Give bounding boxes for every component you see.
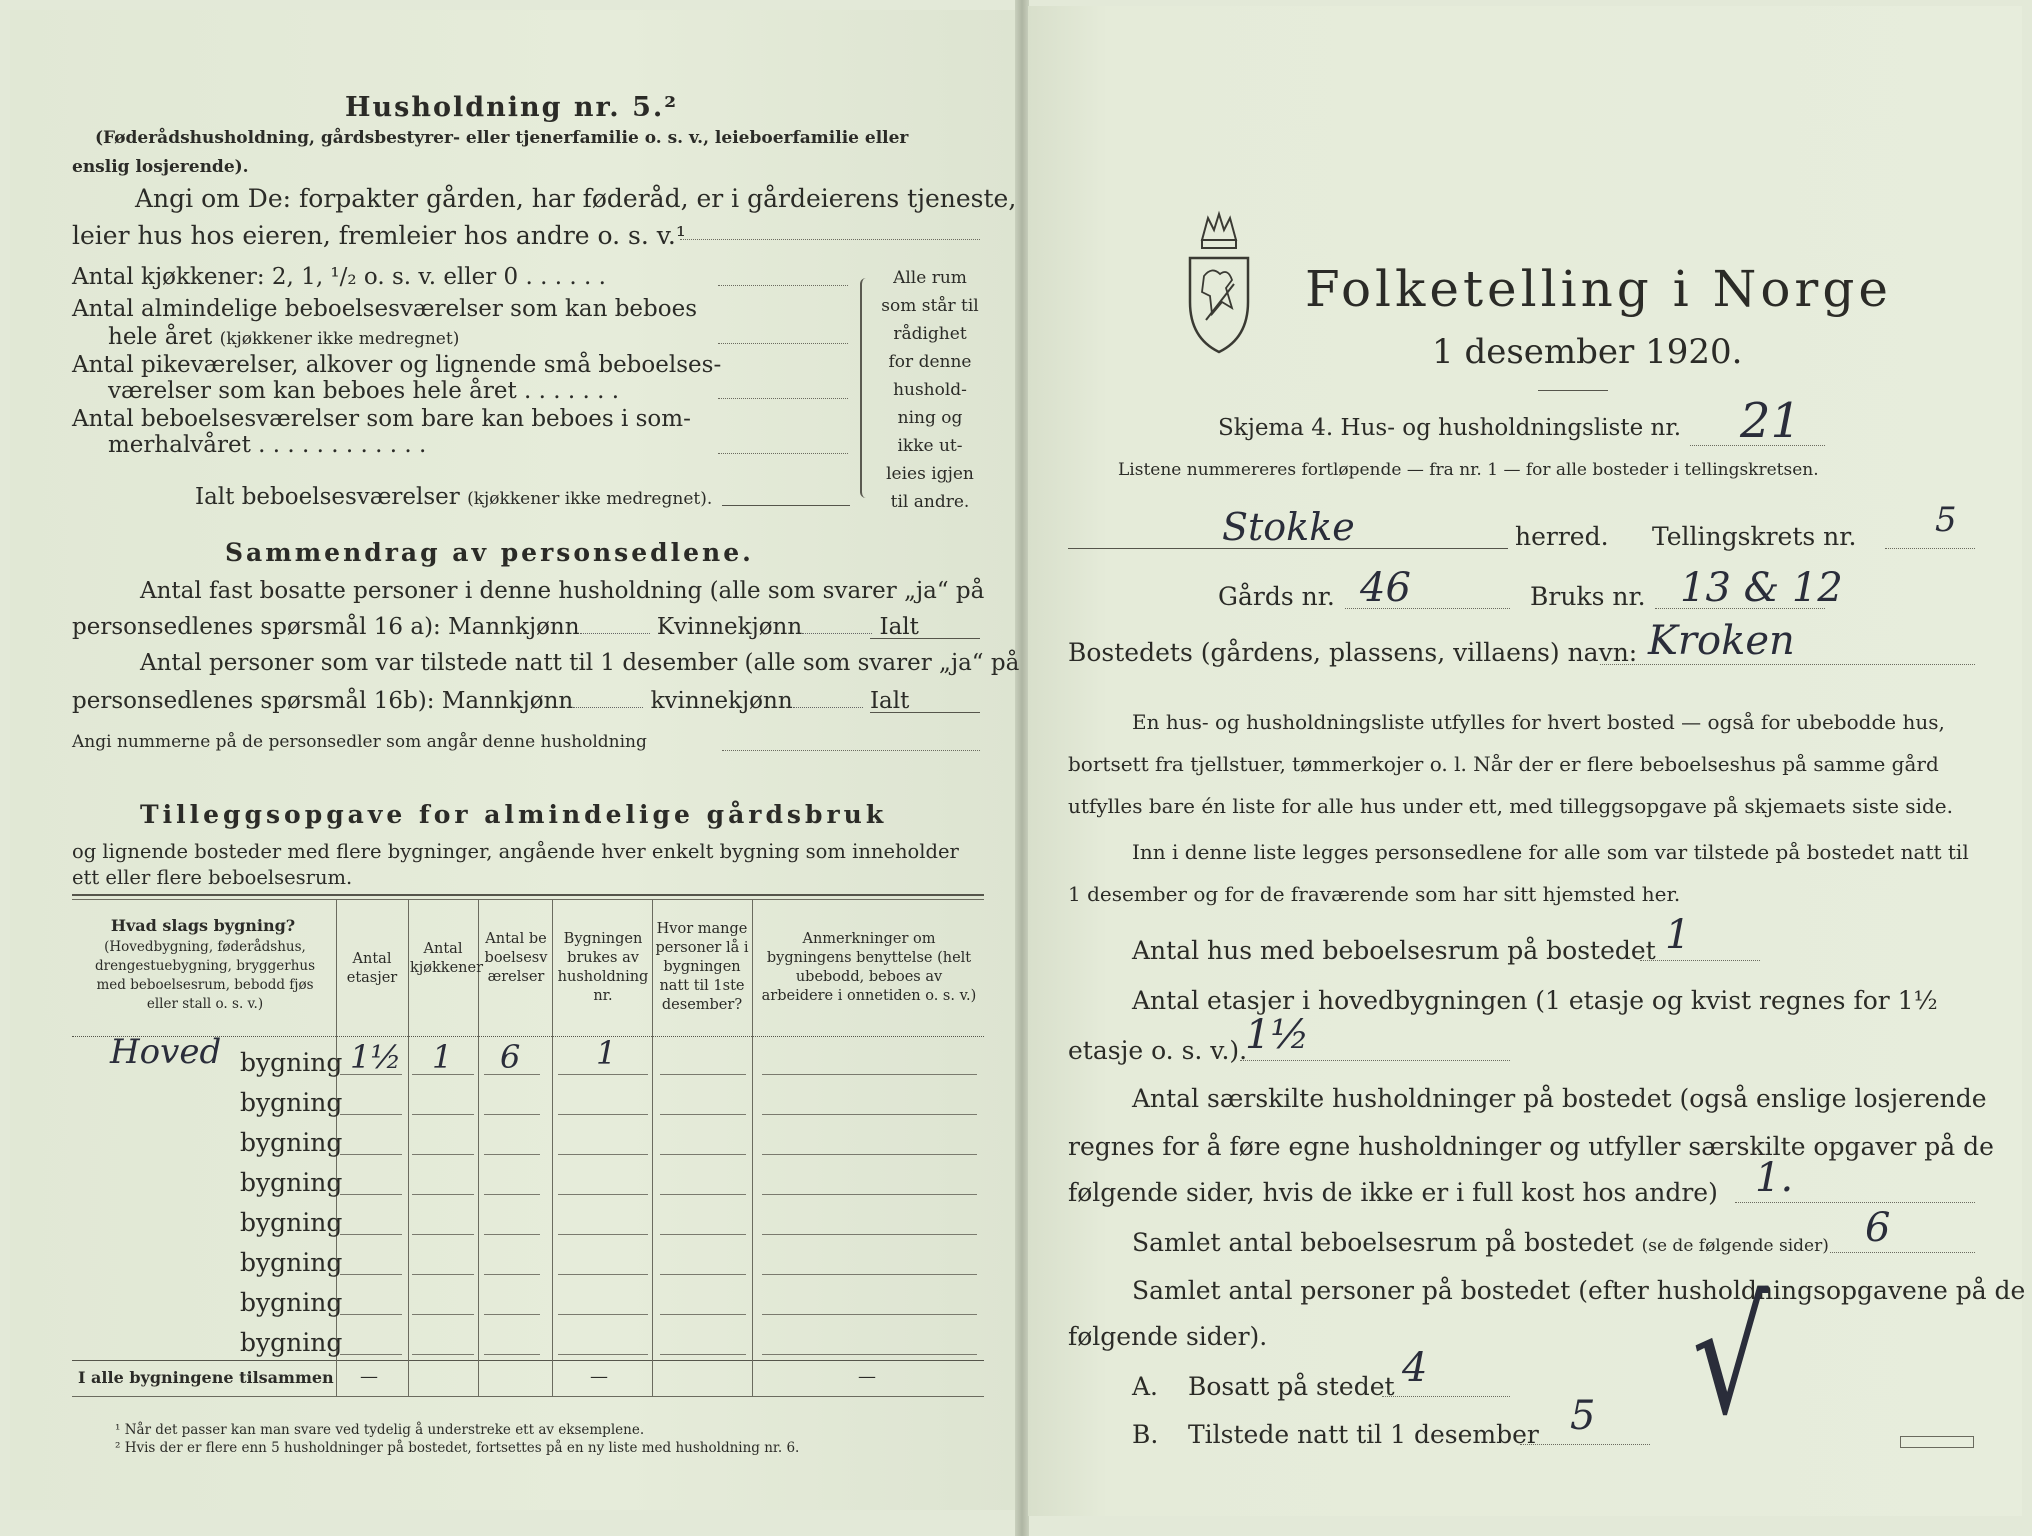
- building-suffix: bygning: [240, 1088, 343, 1117]
- col-header-husholdning: Bygningen brukes av husholdning nr.: [557, 931, 649, 1004]
- row-underline: [660, 1234, 746, 1235]
- row-underline: [340, 1074, 402, 1075]
- building-suffix: bygning: [240, 1328, 343, 1357]
- question-etasjer-1: Antal etasjer i hovedbygningen (1 etasje og kvist regnes for 1½: [1132, 986, 1938, 1015]
- row-underline: [660, 1194, 746, 1195]
- krets-value: 5: [1935, 500, 1957, 540]
- row-underline: [660, 1274, 746, 1275]
- side-note-line: til andre.: [890, 492, 970, 512]
- answer-hus: 1: [1665, 912, 1691, 958]
- side-note-line: rådighet: [893, 324, 967, 344]
- side-note-line: ikke ut-: [897, 436, 963, 456]
- instruction-2: bortsett fra tjellstuer, tømmerkojer o. l. Når der er flere beboelseshus på samme gård: [1068, 752, 1939, 776]
- summary-text-2: personsedlenes spørsmål 16 a): Mannkjønn Kvinnekjønn Ialt: [72, 614, 919, 640]
- instruction-3: utfylles bare én liste for alle hus under ett, med tilleggsopgave på skjemaets siste side.: [1068, 794, 1953, 818]
- census-date: 1 desember 1920.: [1432, 332, 1743, 372]
- building-kjokkener: 1: [432, 1038, 453, 1076]
- bosatt-letter: A.: [1132, 1372, 1159, 1401]
- row-underline: [762, 1314, 977, 1315]
- col-header-kjokkener: Antal kjøkkener: [410, 941, 484, 976]
- row-underline: [762, 1154, 977, 1155]
- row-underline: [484, 1194, 540, 1195]
- col-header-type-desc: (Hovedbygning, føderådshus, drengestuebygning, bryggerhus med beboelsesrum, bebodd fjøs eller stall o. s. v.): [94, 939, 316, 1012]
- angi-text-2: leier hus hos eieren, fremleier hos andre o. s. v.¹: [72, 221, 686, 250]
- row-underline: [412, 1114, 474, 1115]
- row-underline: [660, 1074, 746, 1075]
- tillegg-text-1: og lignende bosteder med flere bygninger, angående hver enkelt bygning som inneholder: [72, 840, 959, 863]
- question-husholdninger-3: følgende sider, hvis de ikke er i full kost hos andre): [1068, 1178, 1718, 1207]
- col-header-type: Hvad slags bygning?: [110, 916, 296, 935]
- total-dash-1: —: [360, 1366, 378, 1387]
- side-note-line: ning og: [897, 408, 963, 428]
- row-underline: [762, 1234, 977, 1235]
- bosatt-value: 4: [1402, 1345, 1428, 1391]
- kjokkener-label: Antal kjøkkener: 2, 1, ¹/₂ o. s. v. eller 0 . . . . . .: [72, 264, 606, 290]
- col-header-etasjer: Antal etasjer: [346, 951, 398, 986]
- side-note-line: som står til: [881, 296, 979, 316]
- bosted-value: Kroken: [1648, 618, 1795, 664]
- building-husholdning: 1: [596, 1034, 617, 1072]
- coat-of-arms-icon: [1182, 210, 1256, 360]
- main-title: Folketelling i Norge: [1305, 260, 1892, 318]
- household-title: Husholdning nr. 5.²: [345, 92, 679, 123]
- question-beboelsesrum: Samlet antal beboelsesrum på bostedet (se de følgende sider): [1132, 1228, 1829, 1257]
- row-underline: [558, 1074, 648, 1075]
- krets-label: Tellingskrets nr.: [1652, 522, 1857, 551]
- bruks-label: Bruks nr.: [1530, 582, 1646, 611]
- row-underline: [340, 1274, 402, 1275]
- row-underline: [484, 1154, 540, 1155]
- row-underline: [412, 1194, 474, 1195]
- page-gutter: [1015, 0, 1029, 1536]
- summary-text-4: personsedlenes spørsmål 16b): Mannkjønn kvinnekjønn Ialt: [72, 688, 910, 714]
- listene-note: Listene nummereres fortløpende — fra nr. 1 — for alle bosteder i tellingskretsen.: [1118, 460, 1819, 480]
- building-vaerelser: 6: [500, 1038, 521, 1076]
- angi-text-1: Angi om De: forpakter gården, har føderåd, er i gårdeierens tjeneste,: [135, 184, 1017, 213]
- row-underline: [558, 1234, 648, 1235]
- row-underline: [340, 1314, 402, 1315]
- row-underline: [340, 1354, 402, 1355]
- side-note-line: leies igjen: [886, 464, 974, 484]
- row-underline: [412, 1074, 474, 1075]
- row-underline: [660, 1354, 746, 1355]
- household-intro: (Føderådshusholdning, gårdsbestyrer- eller tjenerfamilie o. s. v., leieboerfamilie eller: [95, 128, 909, 148]
- summary-text-1: Antal fast bosatte personer i denne husholdning (alle som svarer „ja“ på: [140, 578, 985, 604]
- ialt-label: Ialt beboelsesværelser (kjøkkener ikke medregnet).: [195, 484, 713, 510]
- row-underline: [484, 1114, 540, 1115]
- answer-etasjer: 1½: [1245, 1012, 1310, 1058]
- instruction-5: 1 desember og for de fraværende som har sitt hjemsted her.: [1068, 882, 1681, 906]
- row-underline: [660, 1114, 746, 1115]
- side-note-line: hushold-: [893, 380, 967, 400]
- bruks-value: 13 & 12: [1680, 565, 1843, 611]
- tilstede-label: Tilstede natt til 1 desember: [1188, 1420, 1539, 1449]
- row-underline: [484, 1314, 540, 1315]
- pike-label-1: Antal pikeværelser, alkover og lignende små beboelses-: [72, 352, 722, 378]
- printer-stamp: [1900, 1436, 1974, 1448]
- building-suffix: bygning: [240, 1168, 343, 1197]
- row-underline: [558, 1314, 648, 1315]
- household-intro-2: enslig losjerende).: [72, 157, 249, 177]
- question-husholdninger-2: regnes for å føre egne husholdninger og utfyller særskilte opgaver på de: [1068, 1132, 1994, 1161]
- tilstede-value: 5: [1570, 1393, 1596, 1439]
- question-personer-1: Samlet antal personer på bostedet (efter husholdningsopgavene på de: [1132, 1276, 2026, 1305]
- gards-value: 46: [1360, 565, 1411, 611]
- row-underline: [762, 1274, 977, 1275]
- side-note: [870, 264, 990, 516]
- building-suffix: bygning: [240, 1128, 343, 1157]
- row-underline: [558, 1354, 648, 1355]
- building-etasjer: 1½: [350, 1038, 402, 1076]
- row-underline: [340, 1234, 402, 1235]
- row-underline: [412, 1354, 474, 1355]
- bracket: [860, 278, 868, 498]
- sommer-label-1: Antal beboelsesværelser som bare kan beboes i som-: [72, 406, 691, 432]
- tillegg-text-2: ett eller flere beboelsesrum.: [72, 866, 353, 889]
- answer-beboelsesrum: 6: [1865, 1205, 1891, 1251]
- side-note-line: for denne: [888, 352, 972, 372]
- row-underline: [762, 1354, 977, 1355]
- gards-label: Gårds nr.: [1218, 582, 1335, 611]
- building-suffix: bygning: [240, 1048, 343, 1077]
- herred-label: herred.: [1515, 522, 1609, 551]
- tillegg-title: Tilleggsopgave for almindelige gårdsbruk: [140, 800, 888, 829]
- building-name: Hoved: [110, 1032, 222, 1072]
- side-note-line: Alle rum: [893, 268, 967, 288]
- summary-title: Sammendrag av personsedlene.: [225, 538, 754, 567]
- row-underline: [558, 1154, 648, 1155]
- sommer-label-2: merhalvåret . . . . . . . . . . . .: [108, 432, 427, 458]
- row-underline: [484, 1234, 540, 1235]
- total-row-label: I alle bygningene tilsammen: [78, 1368, 334, 1387]
- total-dash-3: —: [858, 1366, 876, 1387]
- row-underline: [412, 1154, 474, 1155]
- instruction-1: En hus- og husholdningsliste utfylles for hvert bosted — også for ubebodde hus,: [1132, 710, 1945, 734]
- question-husholdninger-1: Antal særskilte husholdninger på bostedet (også enslige losjerende: [1132, 1084, 1987, 1113]
- row-underline: [412, 1314, 474, 1315]
- building-suffix: bygning: [240, 1248, 343, 1277]
- row-underline: [412, 1234, 474, 1235]
- col-header-vaerelser: Antal beboelsesværelser: [484, 931, 548, 985]
- row-underline: [558, 1114, 648, 1115]
- row-underline: [484, 1274, 540, 1275]
- row-underline: [412, 1274, 474, 1275]
- col-header-anmerkninger: Anmerkninger om bygningens benyttelse (helt ubebodd, beboes av arbeidere i onnetiden o. s. v.): [761, 931, 977, 1004]
- checkmark: √: [1692, 1269, 1769, 1450]
- row-underline: [558, 1194, 648, 1195]
- bosted-label: Bostedets (gårdens, plassens, villaens) navn:: [1068, 638, 1638, 667]
- row-underline: [340, 1194, 402, 1195]
- total-dash-2: —: [590, 1366, 608, 1387]
- summary-text-5: Angi nummerne på de personsedler som angår denne husholdning: [72, 732, 647, 752]
- question-etasjer-2: etasje o. s. v.).: [1068, 1036, 1248, 1065]
- question-personer-2: følgende sider).: [1068, 1322, 1268, 1351]
- answer-husholdninger: 1.: [1755, 1155, 1794, 1201]
- alm-label-1: Antal almindelige beboelsesværelser som kan beboes: [72, 296, 698, 322]
- row-underline: [558, 1274, 648, 1275]
- row-underline: [762, 1194, 977, 1195]
- herred-value: Stokke: [1222, 505, 1355, 549]
- row-underline: [762, 1074, 977, 1075]
- building-suffix: bygning: [240, 1208, 343, 1237]
- footnote-2: ² Hvis der er flere enn 5 husholdninger på bostedet, fortsettes på en ny liste med husholdning nr. 6.: [115, 1440, 800, 1456]
- footnote-1: ¹ Når det passer kan man svare ved tydelig å understreke ett av eksemplene.: [115, 1422, 645, 1438]
- row-underline: [340, 1114, 402, 1115]
- col-header-personer: Hvor mange personer lå i bygningen natt til 1ste desember?: [655, 921, 749, 1013]
- tilstede-letter: B.: [1132, 1420, 1159, 1449]
- row-underline: [660, 1314, 746, 1315]
- pike-label-2: værelser som kan beboes hele året . . . . . . .: [108, 378, 620, 404]
- alm-label-2: hele året (kjøkkener ikke medregnet): [108, 324, 460, 350]
- row-underline: [762, 1114, 977, 1115]
- skjema-label: Skjema 4. Hus- og husholdningsliste nr.: [1218, 415, 1682, 441]
- row-underline: [484, 1354, 540, 1355]
- row-underline: [484, 1074, 540, 1075]
- summary-text-3: Antal personer som var tilstede natt til 1 desember (alle som svarer „ja“ på: [140, 650, 1020, 676]
- building-suffix: bygning: [240, 1288, 343, 1317]
- skjema-number: 21: [1740, 393, 1802, 449]
- row-underline: [660, 1154, 746, 1155]
- question-hus: Antal hus med beboelsesrum på bostedet: [1132, 936, 1656, 965]
- instruction-4: Inn i denne liste legges personsedlene for alle som var tilstede på bostedet natt til: [1132, 840, 1969, 864]
- row-underline: [340, 1154, 402, 1155]
- bosatt-label: Bosatt på stedet: [1188, 1372, 1395, 1401]
